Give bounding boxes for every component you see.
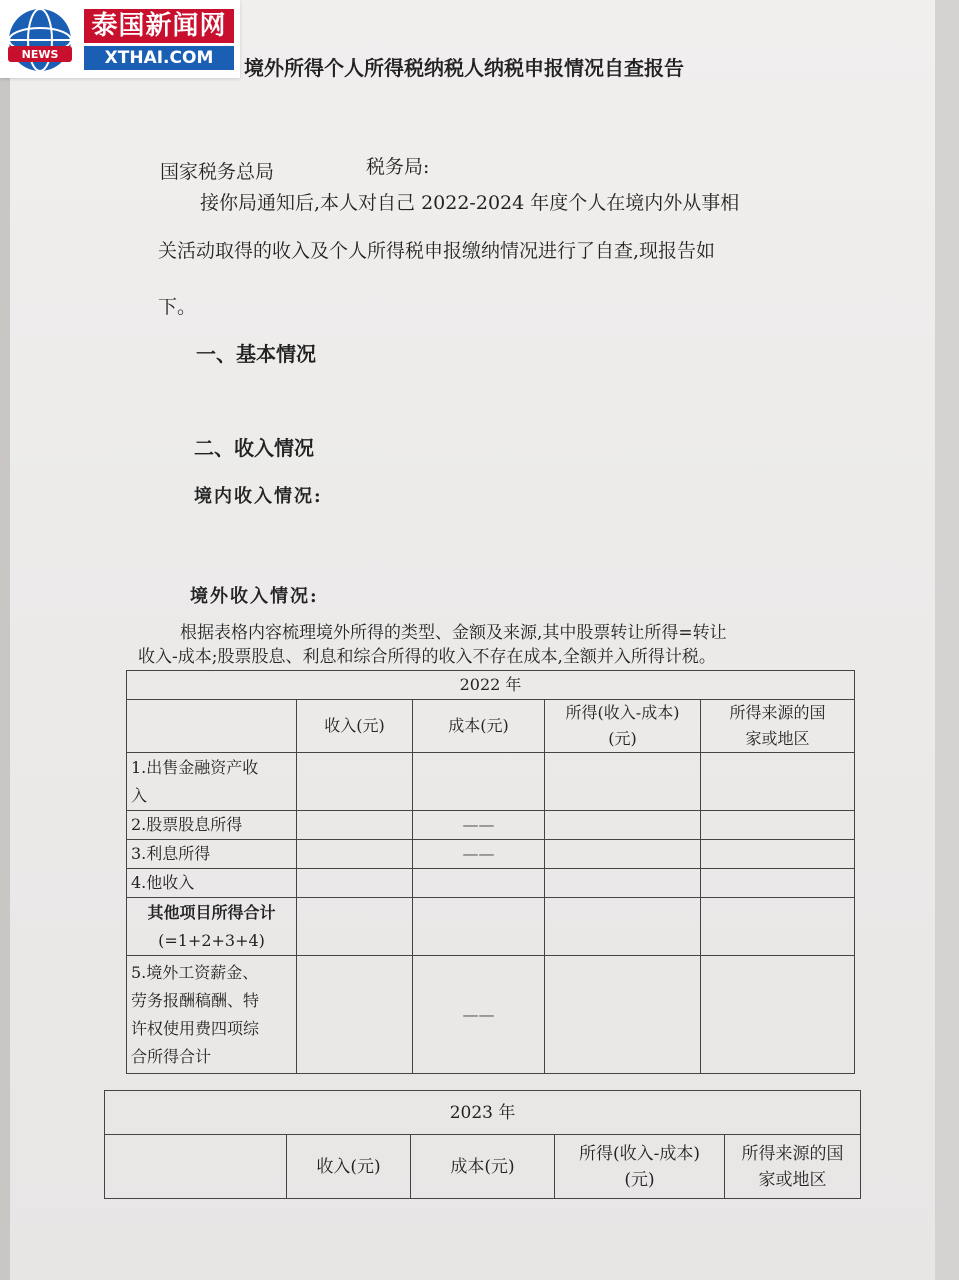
watermark-en: XTHAI.COM [84,46,234,70]
table-row-label [127,753,297,811]
table-cell [701,956,855,1074]
table-cell-dash: —— [413,956,545,1074]
table-cell [701,869,855,898]
table-cell [545,840,701,869]
table-2023-header-income: 收入(元) [287,1135,411,1199]
table-cell [297,898,413,956]
paragraph-1-line-2: 关活动取得的收入及个人所得税申报缴纳情况进行了自查,现报告如 [158,240,716,262]
table-cell [701,898,855,956]
page-edge [935,0,959,1280]
document-title: 境外所得个人所得税纳税人纳税申报情况自查报告 [244,56,684,80]
table-2022-year: 2022 年 [127,671,855,700]
watermark-logo [0,0,240,78]
table-2023-header-blank [105,1135,287,1199]
total-line-2: (=1+2+3+4) [158,930,265,950]
row-5-line-2: 劳务报酬稿酬、特 [131,990,260,1010]
domestic-income-heading: 境内收入情况: [194,486,323,507]
table-cell [701,840,855,869]
header-source-line-2: 家或地区 [745,729,810,748]
table-cell [413,753,545,811]
table-cell-dash: —— [413,840,545,869]
table-2022 [126,670,855,1074]
table-2023 [104,1090,861,1199]
paragraph-2-line-1: 根据表格内容梳理境外所得的类型、金额及来源,其中股票转让所得=转让 [180,623,727,643]
paragraph-1-line-1: 接你局通知后,本人对自己 2022-2024 年度个人在境内外从事相 [200,192,740,214]
foreign-income-heading: 境外收入情况: [190,586,319,607]
table-2023-year: 2023 年 [105,1091,861,1135]
addressee-2: 税务局: [366,156,430,178]
globe-icon [6,6,74,74]
header-profit-line-1: 所得(收入-成本) [578,1143,700,1164]
header-source-line-1: 所得来源的国 [741,1143,844,1164]
row-5-line-3: 许权使用费四项综 [131,1018,260,1038]
header-profit-line-2: (元) [624,1169,655,1190]
table-2022-header-blank [127,700,297,753]
table-cell-dash: —— [413,811,545,840]
table-cell [297,840,413,869]
table-cell [297,753,413,811]
section-income: 二、收入情况 [194,436,314,460]
table-2023-header-cost: 成本(元) [411,1135,555,1199]
table-2022-header-profit [545,700,701,753]
table-cell [701,753,855,811]
addressee-1: 国家税务总局 [160,161,275,183]
table-row-label: 4.他收入 [127,869,297,898]
table-2022-header-cost: 成本(元) [413,700,545,753]
header-source-line-2: 家或地区 [758,1169,827,1190]
header-profit-line-1: 所得(收入-成本) [565,703,680,722]
table-row-label: 2.股票股息所得 [127,811,297,840]
table-2023-header-source [725,1135,861,1199]
row-5-line-4: 合所得合计 [131,1046,212,1066]
table-cell [545,869,701,898]
header-profit-line-2: (元) [608,729,637,748]
row-1-line-1: 1.出售金融资产收 [131,757,259,777]
paragraph-2-line-2: 收入-成本;股票股息、利息和综合所得的收入不存在成本,全额并入所得计税。 [138,647,716,667]
table-cell [545,898,701,956]
table-cell [297,956,413,1074]
table-cell [297,811,413,840]
table-cell [545,753,701,811]
total-line-1: 其他项目所得合计 [147,902,276,922]
watermark-badge: NEWS [21,48,59,61]
row-1-line-2: 入 [131,785,148,805]
table-row-label-total [127,898,297,956]
table-row-label [127,956,297,1074]
table-2022-header-source [701,700,855,753]
table-2022-header-income: 收入(元) [297,700,413,753]
table-2023-header-profit [555,1135,725,1199]
row-5-line-1: 5.境外工资薪金、 [131,962,259,982]
table-row-label: 3.利息所得 [127,840,297,869]
watermark-cn: 泰国新闻网 [84,9,234,43]
header-source-line-1: 所得来源的国 [729,703,826,722]
paragraph-1-line-3: 下。 [158,296,197,318]
table-cell [413,869,545,898]
section-basic: 一、基本情况 [196,342,316,366]
table-cell [413,898,545,956]
table-cell [545,811,701,840]
table-cell [297,869,413,898]
table-cell [701,811,855,840]
table-cell [545,956,701,1074]
